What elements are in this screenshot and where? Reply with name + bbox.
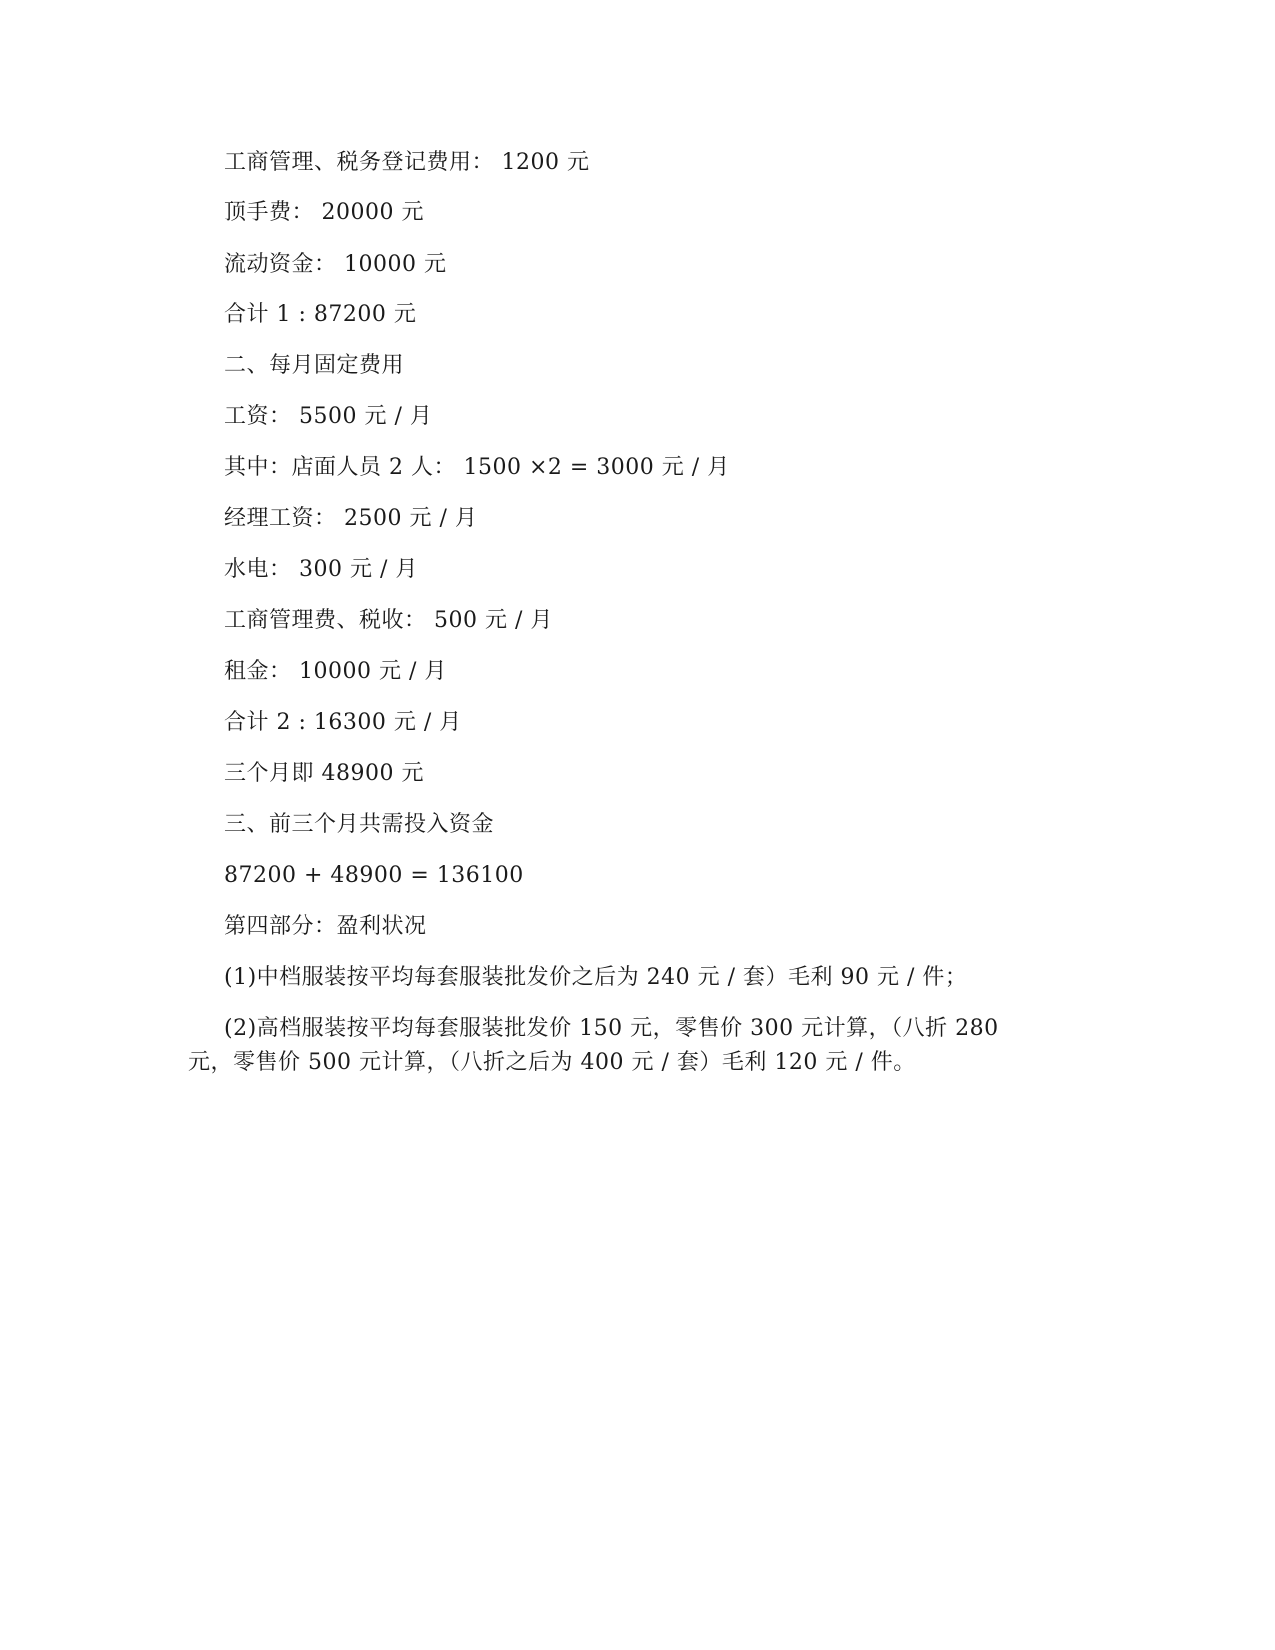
text-line-staff-wages: 其中：店面人员 2 人： 1500 ×2 = 3000 元 / 月 (224, 455, 730, 480)
text-line-wages: 工资： 5500 元 / 月 (224, 404, 433, 429)
text-line-registration-fee: 工商管理、税务登记费用： 1200 元 (224, 150, 590, 175)
text-line-total-2: 合计 2 : 16300 元 / 月 (224, 710, 462, 735)
text-line-total-1: 合计 1 : 87200 元 (224, 302, 417, 327)
text-line-transfer-fee: 顶手费： 20000 元 (224, 200, 424, 225)
section-heading-profit: 第四部分：盈利状况 (224, 914, 427, 939)
text-line-investment-sum: 87200 + 48900 = 136100 (224, 863, 524, 888)
text-line-three-months: 三个月即 48900 元 (224, 761, 424, 786)
text-line-mid-range: (1)中档服装按平均每套服装批发价之后为 240 元 / 套）毛利 90 元 / 件； (224, 965, 968, 990)
text-line-rent: 租金： 10000 元 / 月 (224, 659, 447, 684)
text-line-admin-tax: 工商管理费、税收： 500 元 / 月 (224, 608, 553, 633)
paragraph-high-end-line-1: (2)高档服装按平均每套服装批发价 150 元，零售价 300 元计算，（八折 280 (224, 1016, 999, 1041)
text-line-utilities: 水电： 300 元 / 月 (224, 557, 418, 582)
section-heading-monthly-costs: 二、每月固定费用 (224, 353, 405, 378)
text-line-working-capital: 流动资金： 10000 元 (224, 252, 447, 277)
text-line-manager-wage: 经理工资： 2500 元 / 月 (224, 506, 478, 531)
paragraph-high-end-line-2: 元，零售价 500 元计算，（八折之后为 400 元 / 套）毛利 120 元 / 件。 (188, 1050, 916, 1075)
paragraph-high-end (188, 1012, 1088, 1080)
section-heading-total-investment: 三、前三个月共需投入资金 (224, 812, 495, 837)
